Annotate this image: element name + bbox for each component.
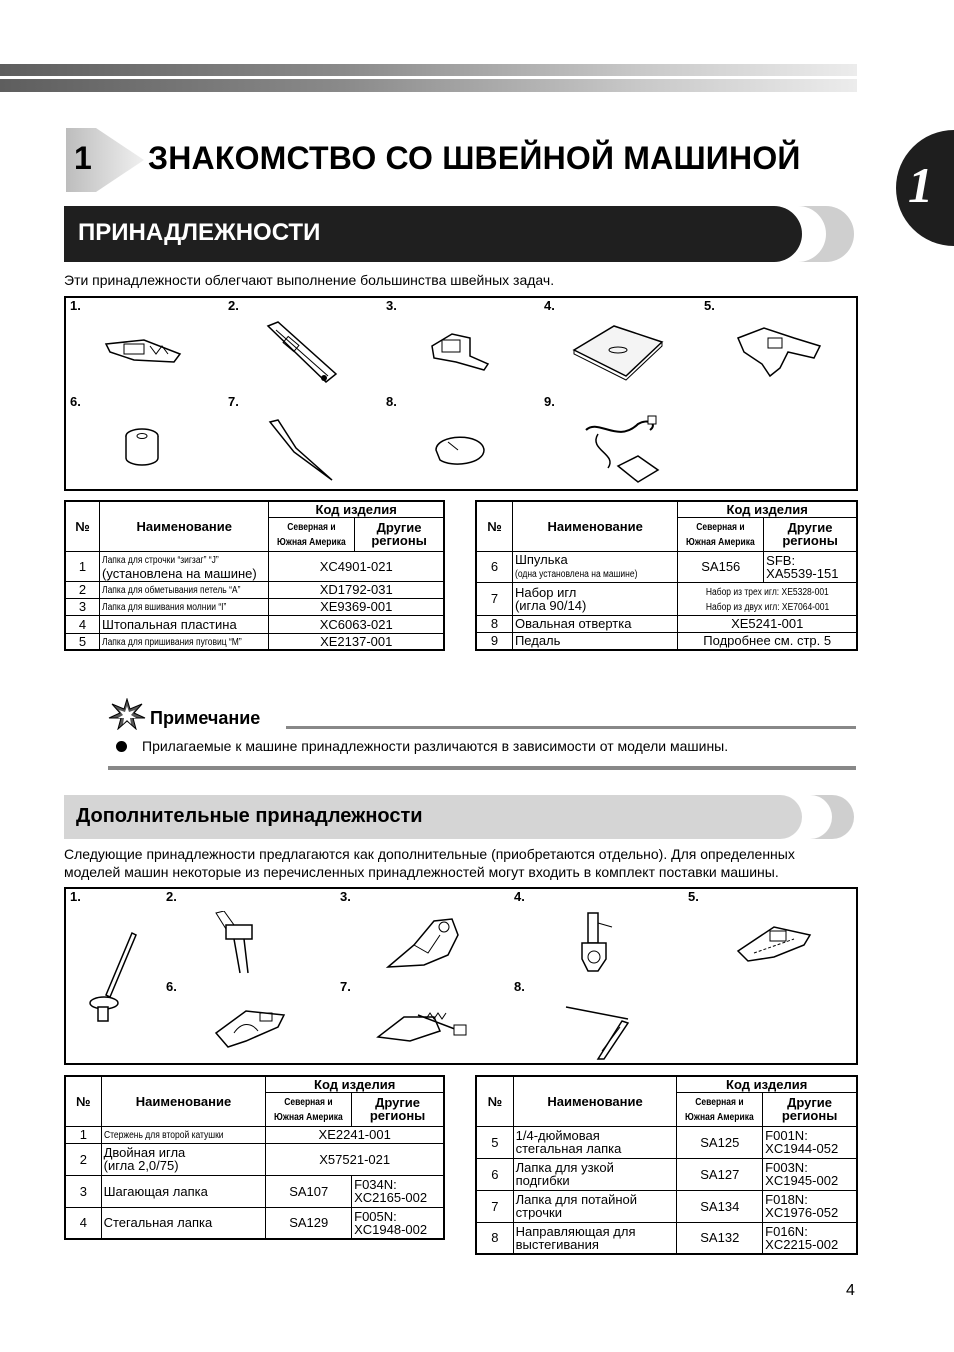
header-name: Наименование bbox=[512, 501, 677, 551]
item-label: 1. bbox=[70, 889, 81, 904]
header-other: Другие bbox=[376, 520, 422, 535]
table-row bbox=[476, 1222, 857, 1254]
row-name: Стегальная лапка bbox=[101, 1207, 266, 1239]
header-na: Северная и bbox=[696, 522, 745, 533]
row-name: Набор игл bbox=[514, 584, 577, 600]
item-label: 6. bbox=[70, 394, 81, 409]
section-intro: Эти принадлежности облегчают выполнение большинства швейных задач. bbox=[64, 272, 555, 288]
table-row bbox=[65, 551, 444, 581]
note-star-icon bbox=[108, 698, 146, 730]
item-label: 1. bbox=[70, 298, 81, 313]
optional-table-right bbox=[475, 1075, 858, 1255]
row-code-other-2: XC1976-052 bbox=[765, 1205, 839, 1220]
row-name-2: (установлена на машине) bbox=[102, 566, 257, 581]
row-name: Лапка для вшивания молнии “I” bbox=[102, 602, 227, 613]
header-code: Код изделия bbox=[269, 501, 444, 517]
item-label: 8. bbox=[386, 394, 397, 409]
spool-pin-icon bbox=[88, 931, 138, 1027]
zipper-foot-icon bbox=[426, 326, 496, 376]
row-code-2: Набор из двух игл: XE7064-001 bbox=[705, 601, 829, 613]
item-label: 6. bbox=[166, 979, 177, 994]
row-no: 5 bbox=[476, 1126, 513, 1158]
header-no: № bbox=[476, 1076, 513, 1126]
header-other: Другие bbox=[787, 1095, 833, 1110]
row-name: Лапка для строчки “зигзаг” “J” bbox=[102, 555, 219, 566]
table-row bbox=[65, 1207, 444, 1239]
accessories-table-right bbox=[475, 500, 858, 651]
note-divider bbox=[286, 726, 856, 729]
header-na-2: Южная Америка bbox=[274, 1112, 344, 1123]
section-title: Дополнительные принадлежности bbox=[76, 805, 423, 827]
header-no: № bbox=[476, 501, 512, 551]
table-row bbox=[476, 1158, 857, 1190]
item-label: 2. bbox=[228, 298, 239, 313]
needle-icon bbox=[266, 418, 336, 482]
header-na: Северная и bbox=[284, 1097, 333, 1108]
table-row bbox=[65, 615, 444, 633]
row-code-other-2: XC1945-002 bbox=[765, 1173, 839, 1188]
twin-needle-icon bbox=[214, 911, 264, 975]
row-no: 4 bbox=[65, 615, 100, 633]
row-no: 7 bbox=[476, 582, 512, 615]
row-name: Лапка для узкой bbox=[515, 1160, 614, 1175]
item-label: 4. bbox=[544, 298, 555, 313]
row-code-na: SA132 bbox=[677, 1222, 763, 1254]
row-name: Овальная отвертка bbox=[512, 615, 677, 632]
header-name: Наименование bbox=[100, 501, 269, 551]
header-gradient-bar bbox=[0, 64, 857, 92]
row-name-2: (игла 2,0/75) bbox=[103, 1158, 179, 1173]
header-no: № bbox=[65, 1076, 101, 1126]
table-row bbox=[65, 1143, 444, 1175]
item-label: 2. bbox=[166, 889, 177, 904]
header-na-2: Южная Америка bbox=[686, 537, 756, 548]
row-code-na: SA129 bbox=[266, 1207, 352, 1239]
row-no: 6 bbox=[476, 551, 512, 582]
chapter-tab-number: 1 bbox=[908, 157, 933, 213]
row-name: 1/4-дюймовая bbox=[515, 1128, 600, 1143]
chapter-heading bbox=[66, 128, 866, 192]
note-bottom-rule bbox=[108, 766, 856, 770]
row-code-other: SFB: bbox=[766, 552, 796, 568]
optional-accessories-image-panel bbox=[64, 887, 858, 1065]
table-row bbox=[476, 582, 857, 615]
row-name-2: строчки bbox=[515, 1205, 562, 1220]
row-no: 1 bbox=[65, 551, 100, 581]
narrow-hem-foot-icon bbox=[212, 1001, 292, 1051]
row-code-other: F005N: bbox=[354, 1208, 397, 1224]
row-name-2: выстегивания bbox=[515, 1236, 599, 1252]
row-name-2: стегальная лапка bbox=[515, 1141, 622, 1156]
optional-table-left bbox=[64, 1075, 445, 1240]
item-label: 3. bbox=[340, 889, 351, 904]
header-other-2: регионы bbox=[782, 533, 838, 548]
row-code-na: SA127 bbox=[677, 1158, 763, 1190]
row-code: XE5241-001 bbox=[678, 615, 857, 632]
row-name: Лапка для пришивания пуговиц “M” bbox=[102, 636, 242, 648]
row-code-na: SA125 bbox=[677, 1126, 763, 1158]
chapter-title: ЗНАКОМСТВО СО ШВЕЙНОЙ МАШИНОЙ bbox=[148, 140, 801, 176]
header-other: Другие bbox=[375, 1095, 421, 1110]
section-intro-line2: моделей машин некоторые из перечисленных принадлежностей могут входить в комплект поставки машины. bbox=[64, 864, 779, 880]
row-code-na: SA107 bbox=[266, 1175, 352, 1207]
row-code: XD1792-031 bbox=[269, 581, 444, 598]
row-code-other: F034N: bbox=[354, 1177, 397, 1192]
row-code-other: F018N: bbox=[765, 1192, 808, 1207]
header-code: Код изделия bbox=[266, 1076, 444, 1092]
row-no: 6 bbox=[476, 1158, 513, 1190]
header-code: Код изделия bbox=[678, 501, 857, 517]
blind-stitch-foot-icon bbox=[374, 1001, 474, 1047]
chapter-tab bbox=[896, 130, 954, 246]
header-no: № bbox=[65, 501, 100, 551]
row-name: Шагающая лапка bbox=[101, 1175, 266, 1207]
row-no: 3 bbox=[65, 1175, 101, 1207]
row-code-other-2: XC1944-052 bbox=[765, 1141, 839, 1156]
row-no: 8 bbox=[476, 615, 512, 632]
row-name-2: (игла 90/14) bbox=[514, 597, 587, 613]
header-other-2: регионы bbox=[371, 533, 427, 548]
table-row bbox=[65, 1175, 444, 1207]
row-name-2: (одна установлена на машине) bbox=[514, 568, 638, 580]
row-name: Лапка для потайной bbox=[515, 1192, 638, 1207]
note-title: Примечание bbox=[150, 708, 261, 728]
table-row bbox=[476, 1126, 857, 1158]
row-code-other-2: XC1948-002 bbox=[354, 1221, 428, 1237]
button-foot-icon bbox=[734, 324, 824, 378]
row-code: XE2137-001 bbox=[269, 633, 444, 650]
bullet-icon bbox=[116, 741, 127, 752]
bobbin-icon bbox=[122, 426, 162, 470]
row-no: 9 bbox=[476, 632, 512, 650]
note-text: Прилагаемые к машине принадлежности различаются в зависимости от модели машины. bbox=[142, 738, 729, 754]
row-code-other: F016N: bbox=[765, 1223, 808, 1239]
header-other-2: регионы bbox=[781, 1108, 838, 1123]
row-code-other: F003N: bbox=[765, 1160, 808, 1175]
table-row bbox=[65, 581, 444, 598]
row-no: 1 bbox=[65, 1126, 101, 1143]
header-name: Наименование bbox=[101, 1076, 266, 1126]
header-na: Северная и bbox=[695, 1097, 744, 1108]
row-no: 4 bbox=[65, 1207, 101, 1239]
row-code: X57521-021 bbox=[266, 1143, 444, 1175]
header-name: Наименование bbox=[513, 1076, 677, 1126]
quilting-guide-icon bbox=[562, 999, 634, 1063]
table-row bbox=[476, 551, 857, 582]
item-label: 5. bbox=[704, 298, 715, 313]
row-code: Набор из трех игл: XE5328-001 bbox=[705, 586, 829, 598]
row-code-other-2: XC2165-002 bbox=[354, 1190, 428, 1205]
row-code-na: SA156 bbox=[678, 551, 764, 582]
row-no: 2 bbox=[65, 581, 100, 598]
item-label: 4. bbox=[514, 889, 525, 904]
quarter-inch-foot-icon bbox=[734, 915, 814, 965]
row-code: XE9369-001 bbox=[269, 598, 444, 615]
row-no: 2 bbox=[65, 1143, 101, 1175]
table-row bbox=[476, 632, 857, 650]
item-label: 7. bbox=[228, 394, 239, 409]
header-na-2: Южная Америка bbox=[277, 537, 347, 548]
row-name: Двойная игла bbox=[103, 1145, 186, 1160]
row-code-other: F001N: bbox=[765, 1128, 808, 1143]
row-no: 8 bbox=[476, 1222, 513, 1254]
table-row bbox=[65, 598, 444, 615]
header-na: Северная и bbox=[287, 522, 336, 533]
row-code: Подробнее см. стр. 5 bbox=[678, 632, 857, 650]
foot-pedal-icon bbox=[578, 414, 668, 486]
section-title: ПРИНАДЛЕЖНОСТИ bbox=[78, 219, 321, 246]
chapter-number: 1 bbox=[74, 140, 92, 176]
row-name: Шпулька bbox=[514, 551, 568, 567]
accessories-image-panel bbox=[64, 296, 858, 491]
row-code-na: SA134 bbox=[677, 1190, 763, 1222]
darning-plate-icon bbox=[570, 320, 666, 382]
quilting-foot-icon bbox=[572, 911, 618, 977]
zigzag-foot-icon bbox=[104, 326, 184, 376]
row-code: XC6063-021 bbox=[269, 615, 444, 633]
row-code: XE2241-001 bbox=[266, 1126, 444, 1143]
row-code-other-2: XA5539-151 bbox=[766, 565, 839, 581]
header-other: Другие bbox=[787, 520, 833, 535]
accessories-table-left bbox=[64, 500, 445, 651]
section-heading-optional bbox=[64, 795, 856, 839]
item-label: 8. bbox=[514, 979, 525, 994]
screwdriver-icon bbox=[432, 430, 488, 470]
row-code-other-2: XC2215-002 bbox=[765, 1236, 839, 1252]
row-name: Педаль bbox=[512, 632, 677, 650]
table-row bbox=[476, 615, 857, 632]
buttonhole-foot-icon bbox=[262, 320, 342, 390]
row-name: Штопальная пластина bbox=[100, 615, 269, 633]
row-code: XC4901-021 bbox=[269, 551, 444, 581]
row-name: Лапка для обметывания петель “A” bbox=[102, 585, 241, 596]
item-label: 5. bbox=[688, 889, 699, 904]
table-row bbox=[476, 1190, 857, 1222]
walking-foot-icon bbox=[384, 915, 464, 971]
header-code: Код изделия bbox=[677, 1076, 857, 1092]
section-intro-line1: Следующие принадлежности предлагаются как дополнительные (приобретаются отдельно). Для определенных bbox=[64, 846, 795, 862]
row-name: Направляющая для bbox=[515, 1223, 636, 1239]
row-name-2: подгибки bbox=[515, 1173, 570, 1188]
page-number: 4 bbox=[846, 1282, 855, 1299]
item-label: 9. bbox=[544, 394, 555, 409]
header-na-2: Южная Америка bbox=[685, 1112, 755, 1123]
row-no: 7 bbox=[476, 1190, 513, 1222]
section-heading-accessories bbox=[64, 206, 856, 262]
row-name: Стержень для второй катушки bbox=[103, 1130, 224, 1141]
item-label: 7. bbox=[340, 979, 351, 994]
table-row bbox=[65, 633, 444, 650]
row-no: 3 bbox=[65, 598, 100, 615]
row-no: 5 bbox=[65, 633, 100, 650]
table-row bbox=[65, 1126, 444, 1143]
item-label: 3. bbox=[386, 298, 397, 313]
header-other-2: регионы bbox=[369, 1108, 426, 1123]
